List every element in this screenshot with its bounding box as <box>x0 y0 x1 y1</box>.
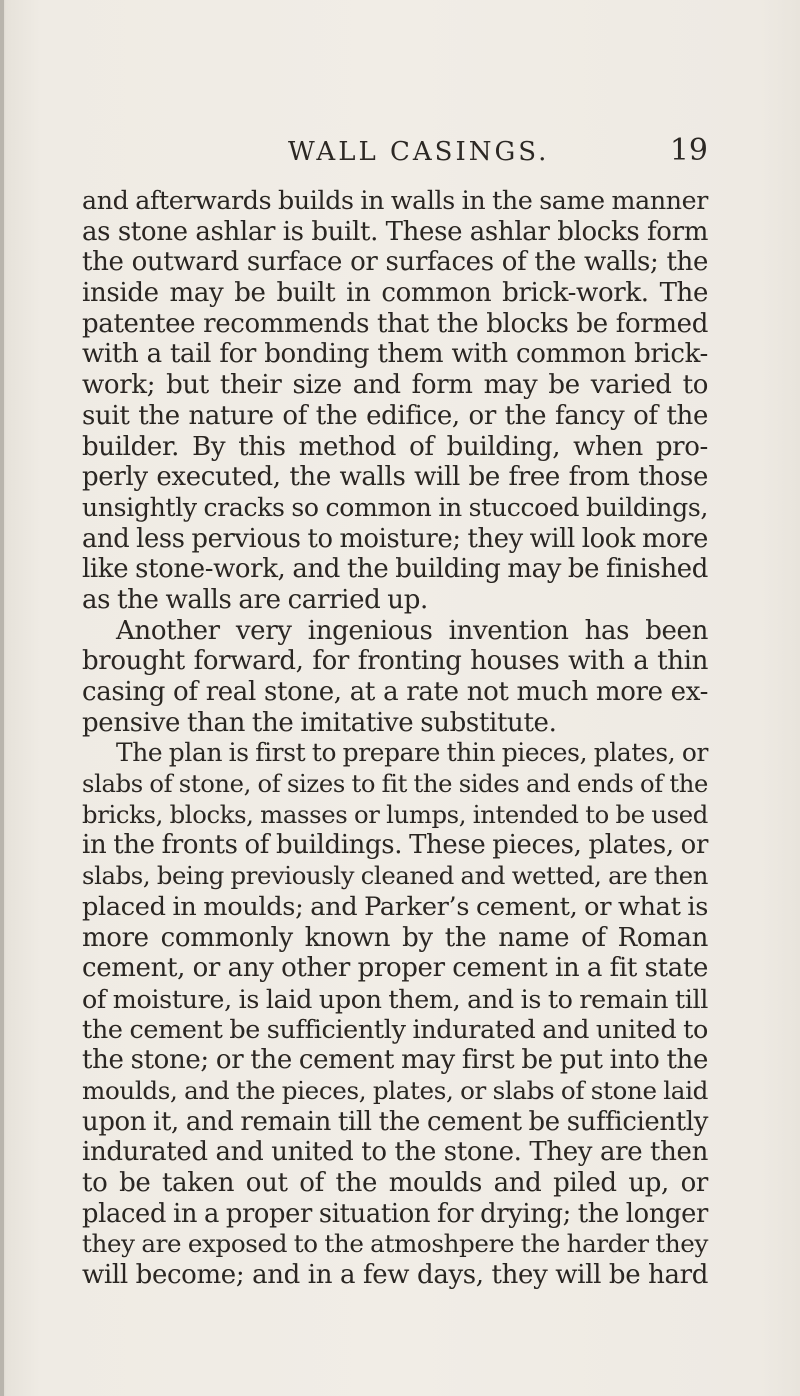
text-line: upon it, and remain till the cement be sufficiently <box>82 1106 708 1137</box>
text-line: moulds, and the pieces, plates, or slabs of stone laid <box>82 1075 708 1105</box>
text-line: as stone ashlar is built. These ashlar blocks form <box>82 216 708 247</box>
text-line: pensive than the imitative substitute. <box>82 707 557 738</box>
text-line: brought forward, for fronting houses with a thin <box>82 646 708 677</box>
text-line: in the fronts of buildings. These pieces, plates, or <box>82 830 708 861</box>
text-line: of moisture, is laid upon them, and is to remain till <box>82 983 708 1014</box>
text-line: unsightly cracks so common in stuccoed buildings, <box>82 492 708 522</box>
text-line: slabs, being previously cleaned and wetted, are then <box>82 861 708 891</box>
text-line: work; but their size and form may be varied to <box>82 370 708 401</box>
text-line: casing of real stone, at a rate not much more ex- <box>82 677 708 707</box>
text-line: to be taken out of the moulds and piled up, or <box>82 1168 708 1198</box>
text-line: The plan is first to prepare thin pieces, plates, or <box>116 738 708 768</box>
text-line: Another very ingenious invention has been <box>116 615 708 646</box>
text-line: builder. By this method of building, when pro- <box>82 431 708 462</box>
text-line: and less pervious to moisture; they will look more <box>82 523 708 554</box>
text-line: the cement be sufficiently indurated and united to <box>82 1014 708 1045</box>
text-line: placed in moulds; and Parker’s cement, or what is <box>82 891 708 922</box>
text-line: with a tail for bonding them with common brick- <box>82 339 708 370</box>
text-line: more commonly known by the name of Roman <box>82 922 708 953</box>
text-line: will become; and in a few days, they will be hard <box>82 1260 708 1291</box>
text-line: and afterwards builds in walls in the same manner <box>82 186 708 215</box>
text-line: patentee recommends that the blocks be formed <box>82 308 708 339</box>
text-line: bricks, blocks, masses or lumps, intended to be used <box>82 799 708 829</box>
running-head <box>82 133 708 177</box>
body-text <box>82 186 708 1291</box>
text-line: the outward surface or surfaces of the walls; the <box>82 247 708 278</box>
running-title: WALL CASINGS. <box>288 137 550 167</box>
text-line: inside may be built in common brick-work. The <box>82 278 708 309</box>
text-line: suit the nature of the edifice, or the fancy of the <box>82 400 708 431</box>
text-line: placed in a proper situation for drying; the longer <box>82 1198 708 1229</box>
text-line: slabs of stone, of sizes to fit the sides and ends of the <box>82 770 708 799</box>
page-number: 19 <box>669 133 708 168</box>
text-line: the stone; or the cement may first be put into the <box>82 1045 708 1076</box>
text-line: like stone-work, and the building may be finished <box>82 554 708 585</box>
text-line: indurated and united to the stone. They are then <box>82 1137 708 1168</box>
page-gutter-shadow <box>0 0 4 1396</box>
text-line: they are exposed to the atmoshpere the harder they <box>82 1229 708 1259</box>
text-line: perly executed, the walls will be free from those <box>82 462 708 493</box>
text-line: cement, or any other proper cement in a fit state <box>82 953 708 984</box>
text-line: as the walls are carried up. <box>82 584 428 615</box>
